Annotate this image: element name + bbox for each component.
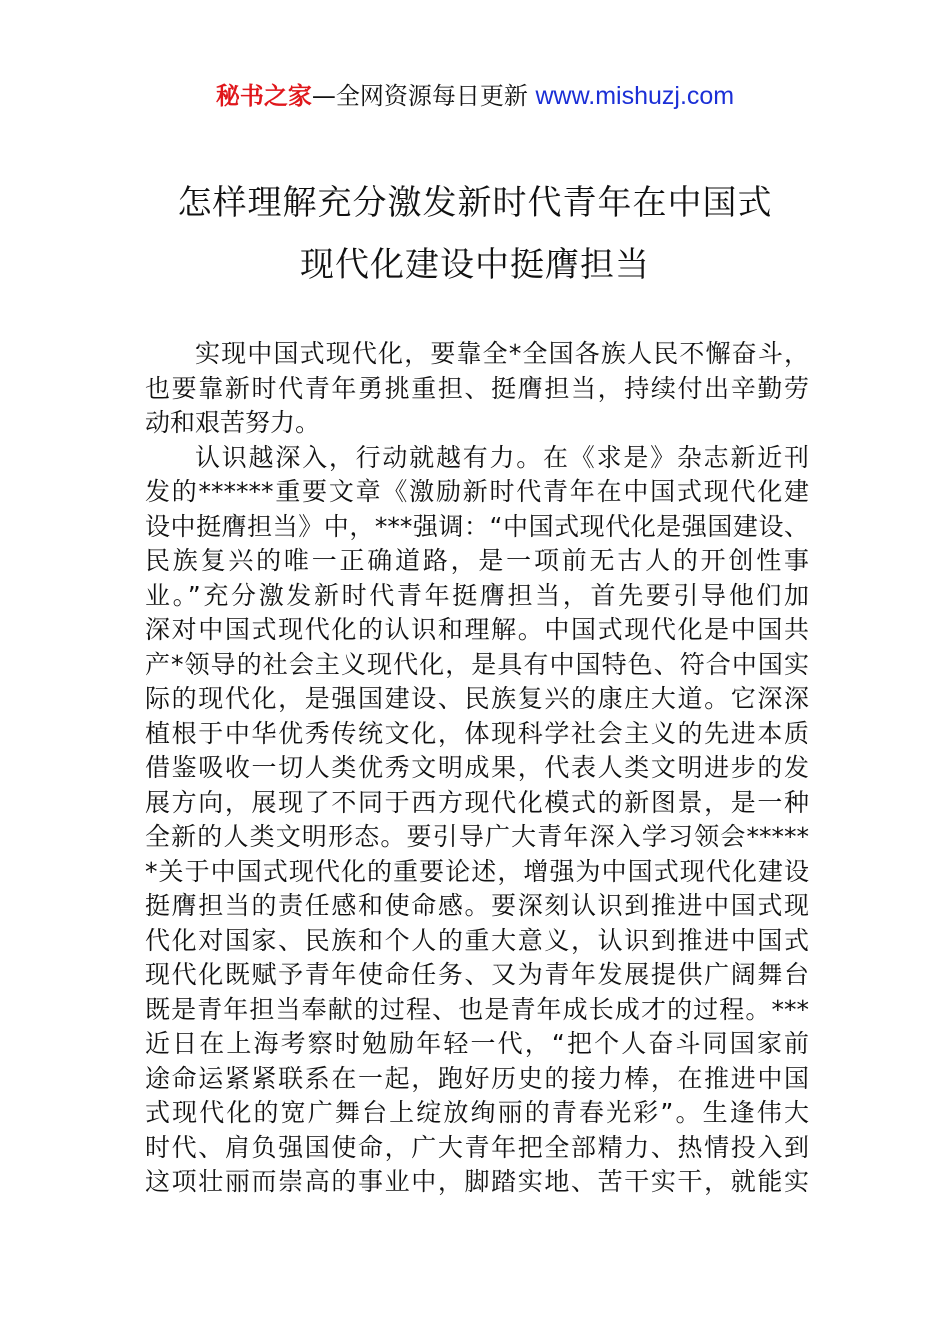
document-title-line-2: 现代化建设中挺膺担当	[300, 245, 650, 285]
body-line: 动和艰苦努力。	[145, 408, 321, 437]
body-line: 展方向，展现了不同于西方现代化模式的新图景，是一种	[145, 787, 809, 817]
body-line: 借鉴吸收一切人类优秀文明成果，代表人类文明进步的发	[145, 753, 809, 782]
body-line: 时代、肩负强国使命，广大青年把全部精力、热情投入到	[145, 1132, 809, 1162]
body-line: 近日在上海考察时勉励年轻一代，“把个人奋斗同国家前	[145, 1029, 809, 1058]
body-line: 产*领导的社会主义现代化，是具有中国特色、符合中国实	[145, 649, 809, 679]
document-title-line-1: 怎样理解充分激发新时代青年在中国式	[177, 183, 773, 223]
body-line: 设中挺膺担当》中，***强调：“中国式现代化是强国建设、	[145, 511, 809, 541]
body-line: 现代化既赋予青年使命任务、又为青年发展提供广阔舞台	[145, 960, 809, 989]
body-line: *关于中国式现代化的重要论述，增强为中国式现代化建设	[145, 856, 809, 886]
body-line: 实现中国式现代化，要靠全*全国各族人民不懈奋斗，	[195, 339, 809, 368]
body-line: 民族复兴的唯一正确道路，是一项前无古人的开创性事	[145, 546, 809, 575]
body-line: 式现代化的宽广舞台上绽放绚丽的青春光彩”。生逢伟大	[145, 1098, 809, 1127]
site-brand: 秘书之家	[215, 82, 312, 110]
site-tagline: —全网资源每日更新	[311, 82, 536, 110]
document-title	[0, 172, 950, 296]
body-line: 这项壮丽而崇高的事业中，脚踏实地、苦干实干，就能实	[145, 1167, 809, 1196]
site-header	[0, 80, 950, 112]
body-line: 植根于中华优秀传统文化，体现科学社会主义的先进本质	[145, 718, 809, 748]
document-body	[145, 337, 809, 1200]
body-line: 发的******重要文章《激励新时代青年在中国式现代化建	[145, 477, 809, 506]
body-line: 也要靠新时代青年勇挑重担、挺膺担当，持续付出辛勤劳	[145, 373, 809, 403]
body-line: 深对中国式现代化的认识和理解。中国式现代化是中国共	[145, 615, 809, 644]
body-line: 全新的人类文明形态。要引导广大青年深入学习领会*****	[145, 822, 809, 851]
body-line: 代化对国家、民族和个人的重大意义，认识到推进中国式	[145, 925, 809, 955]
body-line: 途命运紧紧联系在一起，跑好历史的接力棒，在推进中国	[145, 1063, 809, 1093]
site-url-link[interactable]: www.mishuzj.com	[535, 82, 735, 110]
body-line: 既是青年担当奉献的过程、也是青年成长成才的过程。***	[145, 994, 809, 1024]
body-line: 认识越深入，行动就越有力。在《求是》杂志新近刊	[195, 442, 809, 472]
body-line: 际的现代化，是强国建设、民族复兴的康庄大道。它深深	[145, 684, 809, 713]
body-line: 业。”充分激发新时代青年挺膺担当，首先要引导他们加	[145, 580, 809, 610]
body-line: 挺膺担当的责任感和使命感。要深刻认识到推进中国式现	[145, 891, 809, 920]
